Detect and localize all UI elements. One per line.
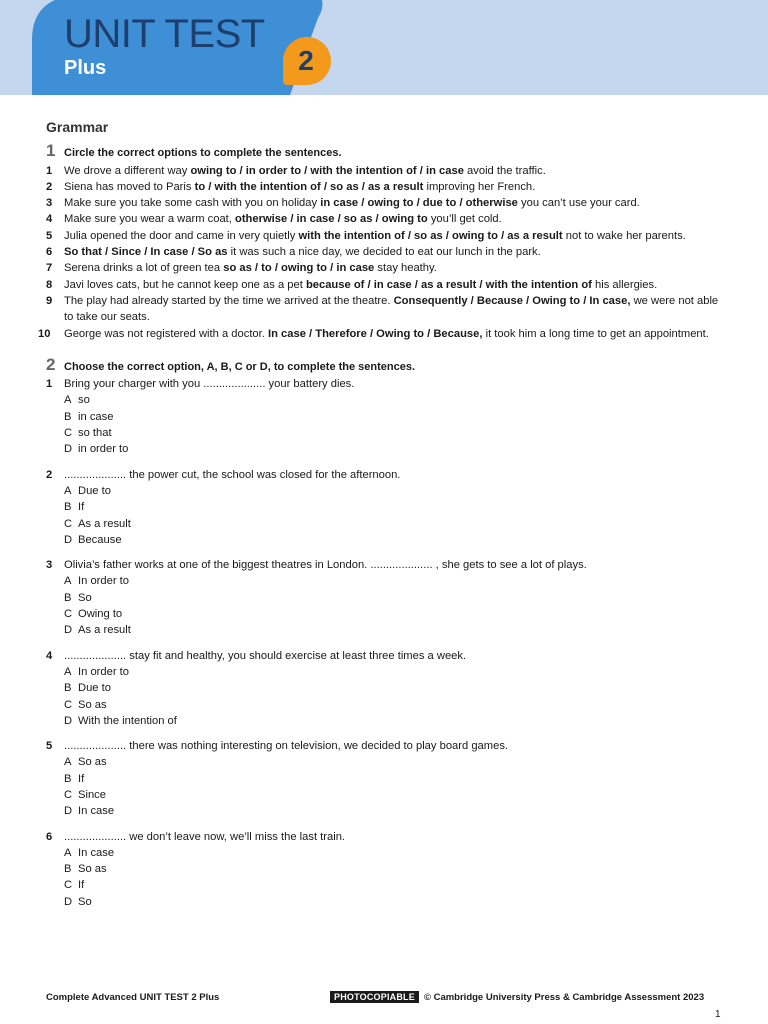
answer-option xyxy=(46,771,726,787)
option-letter: D xyxy=(64,895,73,908)
item-number: 1 xyxy=(46,378,53,391)
answer-options: Consequently / Because / Owing to / In case, xyxy=(393,294,631,307)
answer-option xyxy=(46,516,726,532)
sentence-text: avoid the traffic. xyxy=(463,164,546,177)
question-item xyxy=(46,376,726,466)
unit-number-badge xyxy=(283,37,331,85)
answer-option xyxy=(46,680,726,696)
option-text: Due to xyxy=(78,484,111,497)
option-letter: A xyxy=(64,756,72,769)
sentence-text: George was not registered with a doctor. xyxy=(64,327,268,340)
sentence-item xyxy=(46,228,726,244)
option-letter: B xyxy=(64,772,72,785)
sentence-text: you can’t use your card. xyxy=(517,197,640,210)
sentence-text: we were not able to take our seats. xyxy=(64,294,719,324)
answer-option xyxy=(46,845,726,861)
option-text: If xyxy=(78,501,85,514)
option-letter: D xyxy=(64,533,73,546)
sentence-item xyxy=(46,211,726,227)
option-letter: A xyxy=(64,665,72,678)
answer-options: in case / owing to / due to / otherwise xyxy=(320,197,518,210)
sentence-text: it was such a nice day, we decided to eat our lunch in the park. xyxy=(227,246,541,259)
question-item xyxy=(46,557,726,647)
test-content xyxy=(38,119,726,910)
item-number: 9 xyxy=(46,294,53,307)
answer-option xyxy=(46,532,726,548)
stem-text: .................... stay fit and healthy, you should exercise at least three times a week. xyxy=(64,649,467,662)
exercise-2-list xyxy=(46,376,726,910)
answer-option xyxy=(46,409,726,425)
answer-option xyxy=(46,697,726,713)
exercise-2-instruction xyxy=(46,354,726,375)
answer-option xyxy=(46,606,726,622)
option-letter: D xyxy=(64,443,73,456)
option-text: so xyxy=(78,394,90,407)
stem-text: Bring your charger with you .................... your battery dies. xyxy=(64,378,355,391)
sentence-text: Make sure you wear a warm coat, xyxy=(64,213,235,226)
option-text: With the intention of xyxy=(78,714,177,727)
option-text: In order to xyxy=(78,575,129,588)
answer-options: because of / in case / as a result / with the intention of xyxy=(305,278,592,291)
question-item xyxy=(46,829,726,910)
sentence-item xyxy=(46,244,726,260)
answer-option xyxy=(46,664,726,680)
answer-options: So that / Since / In case / So as xyxy=(64,246,228,259)
option-letter: C xyxy=(64,608,73,621)
sentence-text: not to wake her parents. xyxy=(562,229,686,242)
item-number: 4 xyxy=(46,213,53,226)
option-letter: A xyxy=(64,575,72,588)
option-letter: B xyxy=(64,682,72,695)
stem-text: .................... we don’t leave now, we’ll miss the last train. xyxy=(64,830,346,843)
sentence-item xyxy=(46,260,726,276)
answer-option xyxy=(46,622,726,638)
question-stem xyxy=(46,376,726,392)
exercise-number: 1 xyxy=(46,141,56,161)
page-title: UNIT TEST xyxy=(64,12,265,56)
instruction-text: Choose the correct option, A, B, C or D, to complete the sentences. xyxy=(64,360,416,373)
answer-option xyxy=(46,877,726,893)
sentence-text: Julia opened the door and came in very quietly xyxy=(64,229,299,242)
page-number: 1 xyxy=(715,1009,721,1020)
answer-option xyxy=(46,713,726,729)
item-number: 3 xyxy=(46,197,53,210)
sentence-item xyxy=(38,326,726,342)
header-band xyxy=(0,0,768,95)
option-letter: B xyxy=(64,863,72,876)
item-number: 8 xyxy=(46,278,53,291)
option-text: in case xyxy=(78,410,114,423)
answer-options: In case / Therefore / Owing to / Because, xyxy=(267,327,483,340)
answer-options: with the intention of / so as / owing to / as a result xyxy=(298,229,563,242)
option-text: If xyxy=(78,772,85,785)
answer-option xyxy=(46,483,726,499)
footer-title: Complete Advanced UNIT TEST 2 Plus xyxy=(46,992,220,1003)
option-text: If xyxy=(78,879,85,892)
item-number: 2 xyxy=(46,468,53,481)
option-text: So xyxy=(78,895,92,908)
answer-options: owing to / in order to / with the intention of / in case xyxy=(190,164,464,177)
answer-option xyxy=(46,787,726,803)
option-text: In order to xyxy=(78,665,129,678)
answer-option xyxy=(46,425,726,441)
answer-option xyxy=(46,803,726,819)
item-number: 7 xyxy=(46,262,53,275)
exercise-number: 2 xyxy=(46,354,56,374)
sentence-text: Serena drinks a lot of green tea xyxy=(64,262,224,275)
option-letter: C xyxy=(64,698,73,711)
option-text: So as xyxy=(78,863,107,876)
sentence-item xyxy=(46,179,726,195)
option-text: So as xyxy=(78,698,107,711)
question-stem xyxy=(46,467,726,483)
option-text: As a result xyxy=(78,624,131,637)
answer-option xyxy=(46,894,726,910)
option-letter: B xyxy=(64,501,72,514)
item-number: 6 xyxy=(46,830,53,843)
item-number: 1 xyxy=(46,164,53,177)
question-item xyxy=(46,648,726,738)
option-text: As a result xyxy=(78,517,131,530)
option-text: So as xyxy=(78,756,107,769)
item-number: 6 xyxy=(46,246,53,259)
sentence-text: his allergies. xyxy=(591,278,658,291)
question-item xyxy=(46,738,726,828)
option-text: Since xyxy=(78,788,106,801)
option-letter: D xyxy=(64,805,73,818)
photocopiable-badge: PHOTOCOPIABLE xyxy=(330,991,419,1003)
question-stem xyxy=(46,829,726,845)
question-stem xyxy=(46,648,726,664)
answer-option xyxy=(46,590,726,606)
answer-option xyxy=(46,441,726,457)
sentence-text: We drove a different way xyxy=(64,164,191,177)
sentence-text: The play had already started by the time we arrived at the theatre. xyxy=(64,294,394,307)
section-heading: Grammar xyxy=(46,119,109,135)
question-stem xyxy=(46,557,726,573)
unit-number: 2 xyxy=(298,45,314,76)
option-text: Owing to xyxy=(78,608,123,621)
option-text: In case xyxy=(78,846,115,859)
option-letter: C xyxy=(64,879,73,892)
stem-text: Olivia’s father works at one of the biggest theatres in London. .................... , she gets to see a lot of plays. xyxy=(64,559,587,572)
question-stem xyxy=(46,738,726,754)
option-letter: A xyxy=(64,484,72,497)
item-number: 2 xyxy=(46,180,53,193)
sentence-text: stay heathy. xyxy=(374,262,437,275)
page-subtitle: Plus xyxy=(64,57,107,79)
option-text: in order to xyxy=(78,443,129,456)
answer-options: to / with the intention of / so as / as a result xyxy=(194,180,424,193)
sentence-text: Make sure you take some cash with you on holiday xyxy=(64,197,321,210)
option-letter: A xyxy=(64,394,72,407)
option-letter: D xyxy=(64,624,73,637)
exercise-1-list xyxy=(38,163,726,342)
option-text: Because xyxy=(78,533,122,546)
item-number: 4 xyxy=(46,649,53,662)
option-letter: D xyxy=(64,714,73,727)
answer-option xyxy=(46,861,726,877)
option-text: So xyxy=(78,591,92,604)
option-letter: B xyxy=(64,410,72,423)
option-text: so that xyxy=(78,427,112,440)
answer-option xyxy=(46,499,726,515)
answer-option xyxy=(46,754,726,770)
option-text: Due to xyxy=(78,682,111,695)
question-item xyxy=(46,467,726,557)
stem-text: .................... the power cut, the school was closed for the afternoon. xyxy=(64,468,401,481)
item-number: 5 xyxy=(46,229,53,242)
option-letter: B xyxy=(64,591,72,604)
answer-option xyxy=(46,392,726,408)
stem-text: .................... there was nothing interesting on television, we decided to play board games. xyxy=(64,740,509,753)
answer-option xyxy=(46,573,726,589)
answer-options: otherwise / in case / so as / owing to xyxy=(235,213,428,226)
exercise-1-instruction xyxy=(46,143,726,161)
sentence-text: it took him a long time to get an appointment. xyxy=(482,327,709,340)
copyright-text: © Cambridge University Press & Cambridge Assessment 2023 xyxy=(423,991,705,1003)
option-letter: C xyxy=(64,517,73,530)
option-text: In case xyxy=(78,805,115,818)
instruction-text: Circle the correct options to complete the sentences. xyxy=(64,147,342,160)
sentence-item xyxy=(46,277,726,293)
sentence-text: Javi loves cats, but he cannot keep one as a pet xyxy=(64,278,306,291)
option-letter: C xyxy=(64,788,73,801)
sentence-item xyxy=(46,293,726,326)
sentence-item xyxy=(46,163,726,179)
sentence-text: Siena has moved to Paris xyxy=(64,180,195,193)
answer-options: so as / to / owing to / in case xyxy=(223,262,375,275)
option-letter: C xyxy=(64,427,73,440)
item-number: 3 xyxy=(46,559,53,572)
sentence-text: you’ll get cold. xyxy=(427,213,502,226)
sentence-item xyxy=(46,195,726,211)
item-number: 5 xyxy=(46,740,53,753)
option-letter: A xyxy=(64,846,72,859)
footer-copyright xyxy=(330,991,704,1003)
item-number: 10 xyxy=(38,327,51,340)
sentence-text: improving her French. xyxy=(423,180,536,193)
